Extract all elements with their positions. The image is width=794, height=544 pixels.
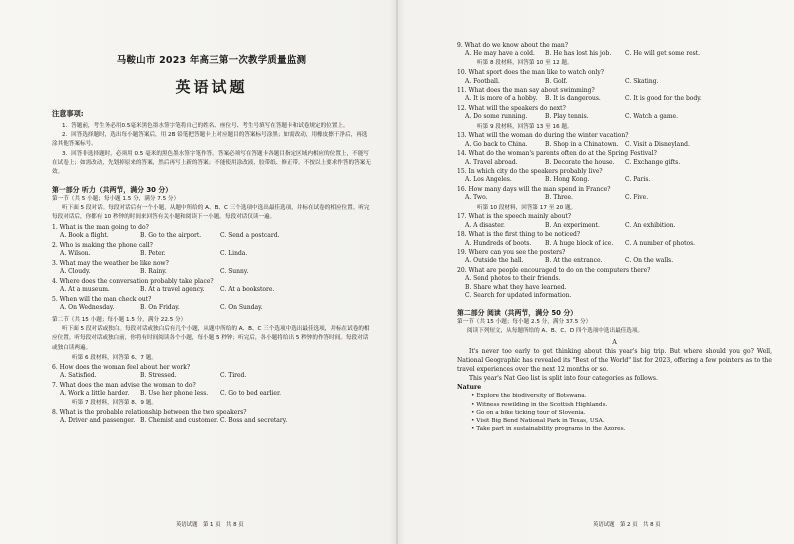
- option-a[interactable]: A. Football.: [465, 77, 500, 85]
- option-c[interactable]: C. Exchange gifts.: [625, 158, 681, 166]
- option-a[interactable]: A. On Wednesday.: [60, 303, 115, 311]
- option-c[interactable]: C. He will get some rest.: [625, 50, 701, 58]
- list-item: • Witness rewilding in the Scottish Highlands.: [471, 401, 608, 408]
- question-text: 16. How many days will the man spend in France?: [457, 186, 611, 194]
- question-text: 5. When will the man check out?: [52, 295, 152, 303]
- question-16: [457, 186, 772, 202]
- question-text: 9. What do we know about the man?: [457, 42, 568, 49]
- question-3: [52, 260, 371, 276]
- part2-title: 第二部分 阅读（共两节，满分 50 分）: [457, 309, 578, 317]
- question-text: 10. What sport does the man like to watch only?: [457, 69, 604, 77]
- option-a[interactable]: A. He may have a cold.: [465, 50, 535, 58]
- question-text: 1. What is the man going to do?: [52, 224, 149, 232]
- option-b[interactable]: B. Peter.: [140, 250, 166, 258]
- question-text: 20. What are people encouraged to do on the computers there?: [457, 267, 651, 275]
- question-options: [60, 250, 371, 258]
- option-c[interactable]: C. On the walls.: [625, 257, 674, 265]
- option-c[interactable]: C. Sunny.: [220, 268, 249, 276]
- question-text: 7. What does the man advise the woman to do?: [52, 381, 196, 389]
- option-b[interactable]: B. Stressed.: [140, 371, 177, 379]
- option-b[interactable]: B. Hong Kong.: [545, 176, 590, 184]
- question-options: [465, 257, 772, 265]
- part1-section2-instructions: 听下面 5 段对话或独白。每段对话或独白后有几个小题，从题中所给的 A、B、C 三个选项中选出最佳选项，并标在试卷的相应位置。听每段对话或独白前，你将有时间阅读各个小题，每小题 5 秒钟；听完后，各小题将给出 5 秒钟的作答时间。每段对话或独白读两遍。: [52, 326, 370, 351]
- option-b[interactable]: B. On Friday.: [140, 303, 180, 311]
- question-text: 11. What does the man say about swimming?: [457, 87, 595, 95]
- option-b[interactable]: B. Play tennis.: [545, 113, 589, 121]
- notice-1: 1．答题前，考生务必用0.5毫米黑色墨水签字笔将自己的姓名、座位号、考生号填写在答题卡和试卷规定的位置上。: [62, 123, 349, 129]
- page-2: [397, 0, 794, 544]
- listening-material-6: 听第 6 段材料，回答第 6、7 题。: [72, 354, 157, 361]
- part1-section1: 第一节（共 5 小题；每小题 1.5 分，满分 7.5 分）: [52, 196, 180, 203]
- question-19: [457, 249, 772, 265]
- question-1: [52, 224, 371, 240]
- question-text: 18. What is the first thing to be noticed?: [457, 231, 581, 239]
- question-text: 8. What is the probable relationship between the two speakers?: [52, 408, 247, 416]
- question-text: 19. Where can you see the posters?: [457, 249, 566, 257]
- question-options: [60, 304, 371, 312]
- option-c[interactable]: C. Visit a Disneyland.: [625, 140, 690, 148]
- option-b[interactable]: B. At a travel agency.: [140, 286, 205, 294]
- option-a[interactable]: A. Satisfied.: [60, 371, 97, 379]
- question-options: [465, 176, 772, 184]
- question-11: [457, 87, 772, 103]
- option-c[interactable]: C. Paris.: [625, 176, 651, 184]
- question-options: [465, 159, 772, 167]
- question-13: [457, 132, 772, 148]
- option-b[interactable]: B. A huge block of ice.: [545, 239, 614, 247]
- option-a[interactable]: A. At a museum.: [60, 286, 110, 294]
- notice-2: 2．回答选择题时，选出每小题答案后，用 2B 铅笔把答题卡上对应题目的答案标号涂黑；如需改动，用橡皮擦干净后，再选涂其他答案标号。: [52, 132, 368, 148]
- question-text: 13. What will the woman do during the winter vacation?: [457, 132, 629, 140]
- question-options: [465, 141, 772, 149]
- passage-paragraph-1: It's never too early to get thinking about this year's big trip. But where should you go? Well, National Geographic has revealed its "Best of the World" list for 2023, offering a few pointers as to the travel experiences over the next 12 months or so.: [457, 348, 772, 373]
- question-options: [60, 417, 371, 425]
- option-c[interactable]: C. An exhibition.: [625, 221, 676, 229]
- option-b[interactable]: B. Shop in a Chinatown.: [545, 140, 619, 148]
- question-7: [52, 382, 371, 398]
- option-a[interactable]: A. Outside the hall.: [465, 257, 524, 265]
- part2-section1: 第一节（共 15 小题；每小题 2.5 分，满分 37.5 分）: [457, 319, 592, 325]
- option-b[interactable]: B. Chemist and customer.: [140, 417, 219, 425]
- option-c[interactable]: C. At a bookstore.: [220, 286, 275, 294]
- question-4: [52, 278, 371, 294]
- list-item: • Visit Big Bend National Park in Texas, USA.: [471, 418, 605, 424]
- question-text: 4. Where does the conversation probably take place?: [52, 277, 214, 285]
- option-a[interactable]: A. Book a flight.: [60, 232, 109, 240]
- part1-title: 第一部分 听力（共两节，满分 30 分）: [52, 186, 173, 195]
- list-item: • Go on a bike ticking tour of Slovenia.: [471, 409, 586, 416]
- question-text: 3. What may the weather be like now?: [52, 259, 169, 267]
- question-17: [457, 213, 772, 229]
- question-options: [465, 240, 772, 248]
- option-a[interactable]: A. It is more of a hobby.: [465, 95, 538, 103]
- question-10: [457, 69, 772, 85]
- listening-material-7: 听第 7 段材料，回答第 8、9 题。: [72, 399, 157, 406]
- option-a[interactable]: A. Los Angeles.: [465, 176, 512, 184]
- option-c[interactable]: C. A number of photos.: [625, 239, 696, 247]
- question-8: [52, 409, 371, 425]
- option-b[interactable]: B. Share what they have learned.: [465, 283, 567, 291]
- question-5: [52, 296, 371, 312]
- option-a[interactable]: A. Driver and passenger.: [60, 417, 136, 425]
- question-options: [60, 390, 371, 398]
- question-options: [60, 232, 371, 240]
- option-c[interactable]: C. Send a postcard.: [220, 232, 280, 240]
- option-a[interactable]: A. Two.: [465, 194, 488, 202]
- question-18: [457, 231, 772, 247]
- option-c[interactable]: C. Linda.: [220, 250, 248, 258]
- passage-paragraph-2: This year's Nat Geo list is split into four categories as follows.: [469, 374, 658, 382]
- option-a[interactable]: A. Send photos to their friends.: [465, 275, 561, 283]
- exam-title: 马鞍山市 2023 年高三第一次教学质量监测: [116, 55, 307, 66]
- option-b[interactable]: B. Three.: [545, 194, 573, 202]
- listening-material-8: 听第 8 段材料，回答第 10 至 12 题。: [477, 60, 573, 67]
- notice-heading: 注意事项:: [52, 109, 84, 118]
- question-options: [60, 268, 371, 276]
- option-b[interactable]: B. Golf.: [545, 77, 568, 85]
- option-a[interactable]: A. Do some running.: [465, 113, 528, 121]
- question-options: [60, 286, 371, 294]
- page-footer: 英语试题 第 1 页 共 8 页: [176, 522, 244, 528]
- option-b[interactable]: B. At the entrance.: [545, 257, 603, 265]
- exam-subtitle: 英语试题: [175, 78, 248, 96]
- question-6: [52, 364, 371, 380]
- question-text: 17. What is the speech mainly about?: [457, 213, 571, 221]
- list-item: • Take part in sustainability programs in the Azores.: [471, 426, 626, 433]
- question-options: [60, 372, 371, 380]
- option-c[interactable]: C. On Sunday.: [220, 303, 263, 311]
- option-a[interactable]: A. Work a little harder.: [60, 389, 130, 397]
- option-a[interactable]: A. Go back to China.: [465, 140, 528, 148]
- question-options: [465, 222, 772, 230]
- option-b[interactable]: B. Decorate the house.: [545, 158, 615, 166]
- option-b[interactable]: B. It is dangerous.: [545, 95, 601, 103]
- option-c[interactable]: C. Five.: [625, 194, 649, 202]
- part2-instructions: 阅读下列短文，从每题所给的 A、B、C、D 四个选项中选出最佳选项。: [467, 328, 644, 334]
- listening-material-10: 听第 10 段材料，回答第 17 至 20 题。: [477, 204, 577, 211]
- part1-section2: 第二节（共 15 小题；每小题 1.5 分，满分 22.5 分）: [52, 317, 187, 324]
- passage-label: A: [612, 338, 617, 347]
- question-15: [457, 168, 772, 184]
- question-options: [465, 50, 772, 58]
- option-b[interactable]: B. Rainy.: [140, 268, 167, 276]
- question-text: 6. How does the woman feel about her work?: [52, 363, 191, 371]
- option-b[interactable]: B. Use her phone less.: [140, 389, 209, 397]
- listening-material-9: 听第 9 段材料，回答第 13 至 16 题。: [477, 123, 573, 130]
- option-c[interactable]: C. It is good for the body.: [625, 95, 702, 103]
- option-c[interactable]: C. Go to bed earlier.: [220, 389, 282, 397]
- option-a[interactable]: A. Hundreds of boots.: [465, 239, 532, 247]
- question-text: 12. What will the speakers do next?: [457, 105, 566, 113]
- option-c[interactable]: C. Watch a game.: [625, 113, 679, 121]
- question-options: [465, 194, 772, 202]
- question-text: 15. In which city do the speakers probably live?: [457, 168, 603, 176]
- notice-3: 3．回答非选择题时，必须用 0.5 毫米的黑色墨水签字笔作答。答案必须写在答题卡各题目指定区域内相应的位置上，不能写在试卷上；如需改动，先划掉原来的答案，然后再写上新的答案；不能使用涂改液、胶带纸、修正带。不按以上要求作答的答案无效。: [52, 150, 371, 176]
- option-b[interactable]: B. Go to the airport.: [140, 232, 202, 240]
- option-a[interactable]: A. Wilson.: [60, 250, 91, 258]
- option-a[interactable]: A. Travel abroad.: [465, 158, 518, 166]
- option-c[interactable]: C. Boss and secretary.: [220, 417, 288, 425]
- option-b[interactable]: B. An experiment.: [545, 221, 600, 229]
- option-a[interactable]: A. A disaster.: [465, 221, 505, 229]
- question-12: [457, 105, 772, 121]
- page-footer: 英语试题 第 2 页 共 8 页: [593, 522, 661, 528]
- option-b[interactable]: B. He has lost his job.: [545, 50, 612, 58]
- question-text: 14. What do the woman's parents often do at the Spring Festival?: [457, 150, 657, 158]
- question-9: [457, 42, 772, 58]
- question-options: [465, 113, 772, 121]
- question-options: [465, 78, 772, 86]
- list-item: • Explore the biodiversity of Botswana.: [471, 393, 587, 400]
- question-14: [457, 150, 772, 166]
- question-text: 2. Who is making the phone call?: [52, 242, 153, 250]
- part1-section1-instructions: 听下面 5 段对话。每段对话后有一个小题，从题中所给的 A、B、C 三个选项中选出最佳选项，并标在试卷的相应位置。听完每段对话后，你都有 10 秒钟的时间来回答有关小题和阅读下一小题。每段对话仅读一遍。: [52, 205, 370, 221]
- question-2: [52, 242, 371, 258]
- question-20: [457, 267, 772, 300]
- category-heading: Nature: [457, 384, 482, 392]
- option-a[interactable]: A. Cloudy.: [60, 268, 91, 276]
- option-c[interactable]: C. Skating.: [625, 77, 659, 85]
- question-options: [465, 95, 772, 103]
- option-c[interactable]: C. Search for updated information.: [465, 291, 572, 299]
- option-c[interactable]: C. Tired.: [220, 371, 247, 379]
